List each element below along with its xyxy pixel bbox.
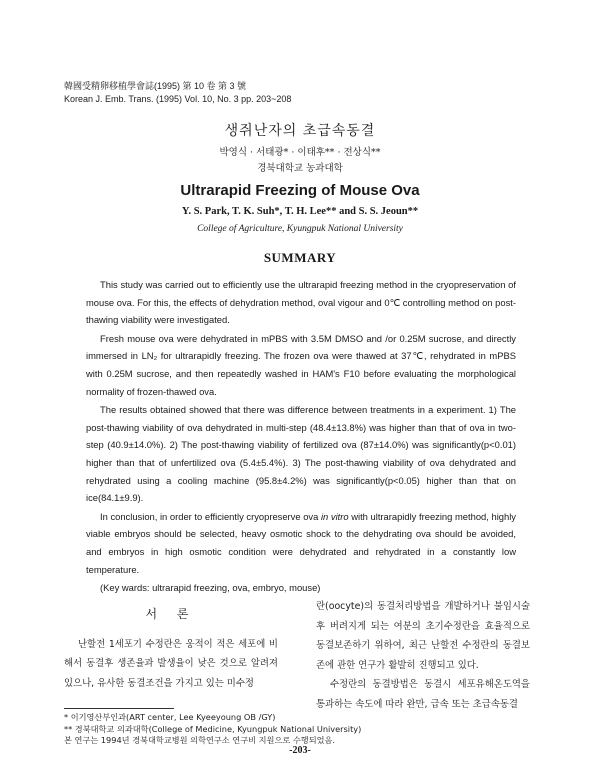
page-number: -203- xyxy=(289,745,311,756)
english-authors: Y. S. Park, T. K. Suh*, T. H. Lee** and S. S. Jeoun** xyxy=(181,206,419,217)
intro-paragraph-2: 수정란의 동결방법은 동결시 세포유해온도역을 통과하는 속도에 따라 완만, 급속 또는 초급속동결 xyxy=(316,679,530,710)
intro-right-column xyxy=(316,597,530,714)
footnote-3: 본 연구는 1994년 경북대학교병원 의학연구소 연구비 지원으로 수행되었음. xyxy=(64,735,336,745)
korean-authors: 박영식 · 서태광* · 이태후** · 전상식** xyxy=(219,147,381,158)
journal-header xyxy=(64,80,291,106)
english-affiliation: College of Agriculture, Kyungpuk National University xyxy=(197,224,403,234)
intro-left-column xyxy=(64,597,278,693)
intro-paragraph-1-cont: 란(oocyte)의 동결처리방법을 개발하거나 불임시술후 버려지게 되는 여분의 초기수정란을 효율적으로 동결보존하기 위하여, 최근 난할전 수정란의 동결보존에 관한 연구가 활발히 진행되고 있다. xyxy=(316,601,530,671)
summary-paragraph-2: Fresh mouse ova were dehydrated in mPBS with 3.5M DMSO and /or 0.25M sucrose, and directly immersed in LN₂ for ultrarapidly freezing. The frozen ova were thawed at 37℃, rehydrated in mPBS with 0.25M sucrose, and then repeatedly washed in HAM's F10 before evaluating the morphological normality of frozen-thawed ova. xyxy=(86,332,516,397)
footnote-rule xyxy=(64,708,174,709)
intro-paragraph-1: 난할전 1세포기 수정란은 웅적이 적은 세포에 비해서 동결후 생존율과 발생율이 낮은 것으로 알려져 있으나, 유사한 동결조건을 가지고 있는 미수정 xyxy=(64,638,278,689)
english-title: Ultrarapid Freezing of Mouse Ova xyxy=(180,182,420,199)
summary-paragraph-1: This study was carried out to efficiently use the ultrarapid freezing method in the cryopreservation of mouse ova. For this, the effects of dehydration method, oval vigour and 0℃ controlling method on post-thawing viability were investigated. xyxy=(86,279,516,326)
journal-line-english: Korean J. Emb. Trans. (1995) Vol. 10, No. 3 pp. 203~208 xyxy=(64,94,292,104)
summary-body xyxy=(86,276,516,598)
footnote-1: * 이기영산부인과(ART center, Lee Kyeeyoung OB /GY) xyxy=(64,712,276,722)
journal-line-korean: 韓國受精卵移植學會誌(1995) 第 10 卷 第 3 號 xyxy=(64,81,247,91)
summary-paragraph-3: The results obtained showed that there was difference between treatments in a experiment. 1) The post-thawing viability of ova dehydrated in multi-step (48.4±13.8%) was higher than that of ova in two-step (40.9±14.0%). 2) The post-thawing viability of fertilized ova (87±14.0%) was significantly(p<0.01) higher than that of unfertilized ova (5.4±5.4%). 3) The post-thawing viability of ova dehydrated and rehydrated using a cooling machine (95.8±4.2%) was significantly(p<0.05) higher than that on ice(84.1±9.9). xyxy=(86,404,516,504)
korean-title: 생쥐난자의 초급속동결 xyxy=(224,123,376,139)
keywords: (Key wards: ultrarapid freezing, ova, embryo, mouse) xyxy=(100,582,321,594)
summary-paragraph-4: In conclusion, in order to efficiently cryopreserve ova in vitro with ultrarapidly freezing method, highly viable embryos should be selected, heavy osmotic shock to the dehydrating ova should be avoided, and embryos in high osmotic condition were dehydrated and rehydrated in a constantly low temperature. xyxy=(86,510,516,575)
footnotes xyxy=(64,712,361,747)
summary-heading: SUMMARY xyxy=(263,250,337,265)
footnote-2: ** 경북대학교 의과대학(College of Medicine, Kyungpuk National University) xyxy=(64,723,362,734)
intro-heading: 서 론 xyxy=(145,607,197,621)
korean-affiliation: 경북대학교 농과대학 xyxy=(257,163,343,174)
